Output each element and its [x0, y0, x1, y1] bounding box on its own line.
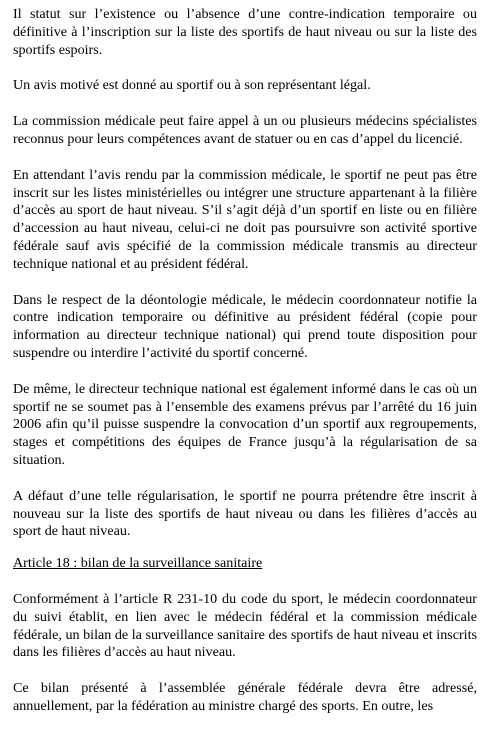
paragraph-medical-status: Il statut sur l’existence ou l’absence d’une contre-indication temporaire ou définitive à l’inscription sur la liste des sportifs de haut niveau ou sur la liste des sportifs espoirs. [13, 6, 477, 58]
paragraph-medical-commission: La commission médicale peut faire appel à un ou plusieurs médecins spécialistes reconnus pour leurs compétences avant de statuer ou en cas d’appel du licencié. [13, 113, 477, 147]
paragraph-pending-opinion: En attendant l’avis rendu par la commission médicale, le sportif ne peut pas être inscrit sur les listes ministérielles ou intégrer une structure appartenant à la filière d’accès au sport de haut niveau. S’il s’agit déjà d’un sportif en liste ou en filière d’accession au haut niveau, celui-ci ne doit pas poursuivre son activité sportive fédérale sauf avis spécifié de la commission médicale transmis au directeur technique national et au président fédéral. [13, 166, 477, 272]
document-page [13, 6, 477, 734]
paragraph-deontology: Dans le respect de la déontologie médicale, le médecin coordonnateur notifie la contre indication temporaire ou définitive au président fédéral (copie pour information au directeur technique national) qui prend toute disposition pour suspendre ou interdire l’activité du sportif concerné. [13, 291, 477, 361]
paragraph-motivated-opinion: Un avis motivé est donné au sportif ou à son représentant légal. [13, 77, 371, 94]
paragraph-article-18-report: Ce bilan présenté à l’assemblée générale fédérale devra être adressé, annuellement, par la fédération au ministre chargé des sports. En outre, les [13, 680, 477, 714]
paragraph-article-18-conformity: Conformément à l’article R 231-10 du code du sport, le médecin coordonnateur du suivi établit, en lien avec le médecin fédéral et la commission médicale fédérale, un bilan de la surveillance sanitaire des sportifs de haut niveau et inscrits dans les filières d’accès au haut niveau. [13, 590, 477, 661]
paragraph-regularisation: A défaut d’une telle régularisation, le sportif ne pourra prétendre être inscrit à nouveau sur la liste des sportifs de haut niveau ou dans les filières d’accès au sport de haut niveau. [13, 487, 477, 540]
paragraph-technical-director: De même, le directeur technique national est également informé dans le cas où un sportif ne se soumet pas à l’ensemble des examens prévus par l’arrêté du 16 juin 2006 afin qu’il puisse suspendre la convocation d’un sportif aux regroupements, stages et compétitions des équipes de France jusqu’à la régularisation de sa situation. [13, 380, 477, 468]
article-18-heading: Article 18 : bilan de la surveillance sanitaire [13, 555, 263, 572]
